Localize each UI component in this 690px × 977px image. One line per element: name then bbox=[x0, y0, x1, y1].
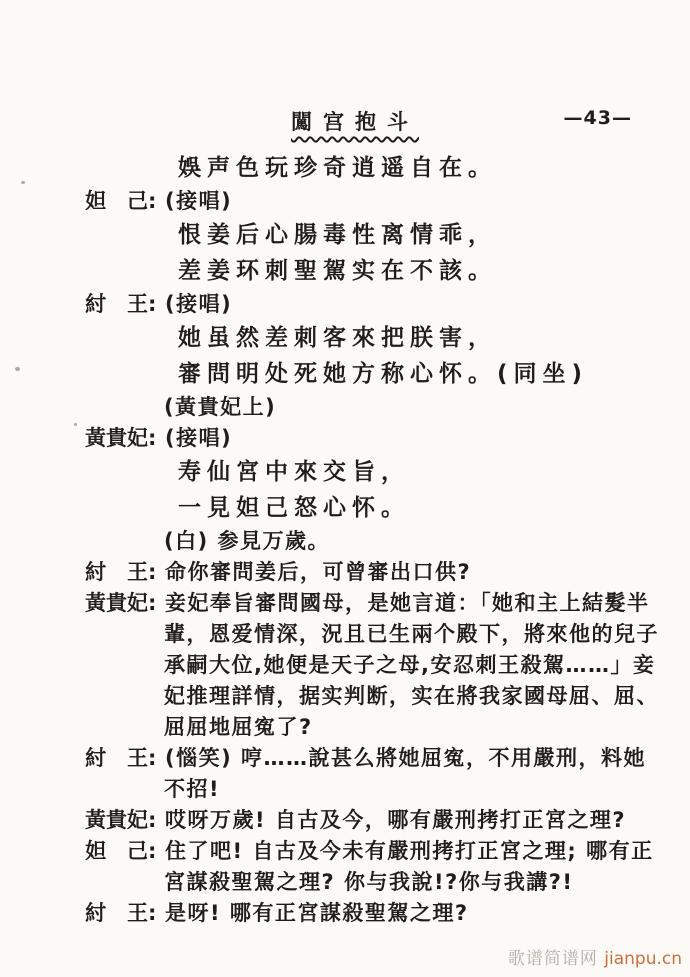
watermark-url: jianpu.cn bbox=[604, 949, 682, 969]
script-line bbox=[0, 867, 690, 898]
line-text: 住了吧! 自古及今未有嚴刑拷打正宮之理; 哪有正 bbox=[165, 839, 654, 863]
script-line bbox=[0, 289, 690, 320]
script-line bbox=[0, 454, 690, 490]
watermark-site-name: 歌谱简谱网 bbox=[507, 949, 605, 969]
page-title: 闖宫抱斗 bbox=[291, 110, 419, 134]
script-line bbox=[0, 588, 690, 619]
script-line bbox=[0, 253, 690, 289]
line-text: 恨姜后心腸毒性离情乖， bbox=[178, 222, 497, 248]
line-text: (白) 参見万歲。 bbox=[164, 529, 331, 553]
speaker-label: 妲 己: bbox=[85, 839, 157, 863]
line-text: 妾妃奉旨審問國母，是她言道：「她和主上結髮半 bbox=[165, 591, 650, 615]
line-text: (黃貴妃上) bbox=[164, 395, 277, 419]
line-text: 哎呀万歲! 自古及今，哪有嚴刑拷打正宮之理? bbox=[165, 808, 627, 832]
script-line bbox=[0, 681, 690, 712]
script-line bbox=[0, 712, 690, 743]
speaker-label: 黃貴妃: bbox=[85, 591, 157, 615]
page-number: —43— bbox=[563, 107, 632, 129]
line-text: 差姜环刺聖駕实在不該。 bbox=[178, 258, 497, 284]
script-line bbox=[0, 150, 690, 186]
script-content bbox=[0, 150, 690, 929]
script-line bbox=[0, 805, 690, 836]
speaker-label: 紂 王: bbox=[85, 901, 157, 925]
line-text: (接唱) bbox=[165, 292, 233, 316]
line-text: 命你審問姜后，可曾審出口供? bbox=[165, 560, 472, 584]
watermark bbox=[508, 944, 682, 969]
line-text: 屈屈地屈寃了? bbox=[164, 715, 313, 739]
line-text: 承嗣大位,她便是天子之母,安忍刺王殺駕……」妾 bbox=[164, 653, 656, 677]
script-line bbox=[0, 836, 690, 867]
script-line bbox=[0, 490, 690, 526]
line-text: 審問明处死她方称心怀。(同坐) bbox=[178, 361, 589, 387]
script-line bbox=[0, 557, 690, 588]
line-text: 一見妲己怒心怀。 bbox=[178, 495, 410, 521]
page-header bbox=[0, 106, 690, 140]
speaker-label: 黃貴妃: bbox=[85, 426, 157, 450]
line-text: 娛声色玩珍奇逍遥自在。 bbox=[178, 155, 497, 181]
line-text: 宮謀殺聖駕之理? 你与我說!?你与我講?! bbox=[164, 870, 574, 894]
speaker-label: 紂 王: bbox=[85, 292, 157, 316]
script-line bbox=[0, 898, 690, 929]
scan-speck bbox=[74, 423, 77, 426]
script-line bbox=[0, 774, 690, 805]
stage-direction bbox=[0, 526, 690, 557]
line-text: (接唱) bbox=[165, 189, 233, 213]
speaker-label: 紂 王: bbox=[85, 746, 157, 770]
speaker-label: 妲 己: bbox=[85, 189, 157, 213]
speaker-label: 紂 王: bbox=[85, 560, 157, 584]
script-line bbox=[0, 320, 690, 356]
line-text: 不招! bbox=[164, 777, 221, 801]
script-line bbox=[0, 423, 690, 454]
script-line bbox=[0, 186, 690, 217]
scan-speck bbox=[15, 367, 20, 371]
stage-direction bbox=[0, 392, 690, 423]
line-text: (接唱) bbox=[165, 426, 233, 450]
script-line bbox=[0, 743, 690, 774]
script-line bbox=[0, 619, 690, 650]
line-text: 妃推理詳情，据实判断，实在將我家國母屈、屈、 bbox=[164, 684, 659, 708]
line-text: 輩，恩爱情深，況且已生兩个殿下，將來他的兒子 bbox=[164, 622, 659, 646]
line-text: (惱笑) 哼……說甚么將她屈寃，不用嚴刑，料她 bbox=[165, 746, 647, 770]
scan-speck bbox=[21, 181, 25, 184]
speaker-label: 黃貴妃: bbox=[85, 808, 157, 832]
script-line bbox=[0, 217, 690, 253]
line-text: 是呀! 哪有正宮謀殺聖駕之理? bbox=[165, 901, 469, 925]
line-text: 寿仙宮中來交旨， bbox=[178, 459, 410, 485]
script-line bbox=[0, 356, 690, 392]
script-line bbox=[0, 650, 690, 681]
line-text: 她虽然差刺客來把朕害， bbox=[178, 325, 497, 351]
